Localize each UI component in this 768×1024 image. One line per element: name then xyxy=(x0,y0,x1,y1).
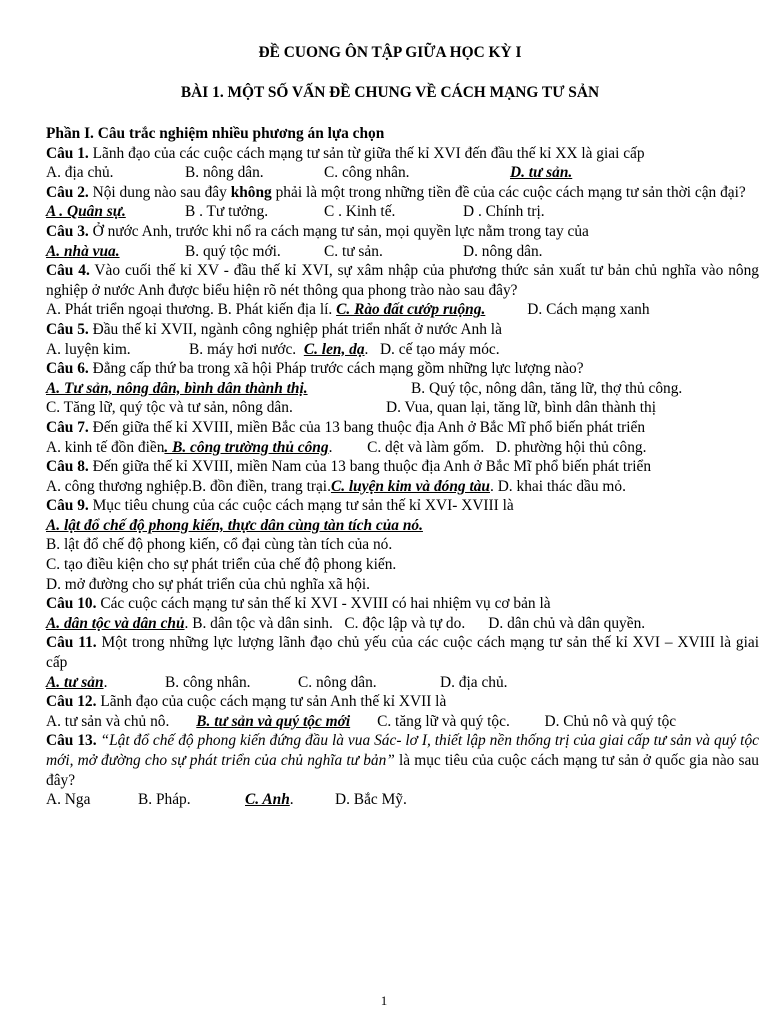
question-13: Câu 13. “Lật đổ chế độ phong kiến đứng đầu là vua Sác- lơ I, thiết lập nền thống trị của giai cấp tư sản và quý tộc mới, mở đường cho sự phát triển của chủ nghĩa tư bản” là mục tiêu của cuộc cách mạng tư sản ở quốc gia nào sau đây? xyxy=(46,732,759,789)
question-8-options: A. công thương nghiệp.B. đồn điền, trang trại.C. luyện kim và đóng tàu. D. khai thác dầu mỏ. xyxy=(46,477,626,495)
answer-mark: C. Rào đất cướp ruộng. xyxy=(336,301,486,319)
answer-mark: A. nhà vua. xyxy=(46,242,120,260)
answer-mark: A. dân tộc và dân chủ xyxy=(46,614,185,632)
question-2: Câu 2. Nội dung nào sau đây không phải là một trong những tiền đề của các cuộc cách mạng tư sản thời cận đại? xyxy=(46,183,746,201)
answer-mark: A. tư sản xyxy=(46,673,104,691)
question-6-options-2: C. Tăng lữ, quý tộc và tư sản, nông dân. D. Vua, quan lại, tăng lữ, bình dân thành thị xyxy=(46,399,657,417)
question-12-options: A. tư sản và chủ nô. B. tư sản và quý tộc mới C. tăng lữ và quý tộc. D. Chủ nô và quý tộc xyxy=(46,712,677,730)
question-10: Câu 10. Các cuộc cách mạng tư sản thế kỉ XVI - XVIII có hai nhiệm vụ cơ bản là xyxy=(46,595,551,613)
answer-mark: D. tư sản. xyxy=(510,164,573,182)
answer-mark: C. luyện kim và đóng tàu xyxy=(330,477,490,495)
page-number: 1 xyxy=(380,993,388,1008)
question-3-options: A. nhà vua. B. quý tộc mới. C. tư sản. D. nông dân. xyxy=(46,242,543,260)
question-5: Câu 5. Đầu thế kỉ XVII, ngành công nghiệp phát triển nhất ở nước Anh là xyxy=(46,320,502,338)
question-6-options: A. Tư sản, nông dân, bình dân thành thị. B. Quý tộc, nông dân, tăng lữ, thợ thủ công. xyxy=(46,379,683,397)
question-4-options: A. Phát triển ngoại thương. B. Phát kiến địa lí. C. Rào đất cướp ruộng. D. Cách mạng xanh xyxy=(46,301,650,319)
answer-mark: C. Anh xyxy=(245,791,290,809)
question-7: Câu 7. Đến giữa thế kỉ XVIII, miền Bắc của 13 bang thuộc địa Anh ở Bắc Mĩ phổ biến phát triển xyxy=(46,418,646,436)
question-9-option-b: B. lật đổ chế độ phong kiến, cổ đại cùng tàn tích của nó. xyxy=(46,536,393,554)
question-9-option-d: D. mở đường cho sự phát triển của chủ nghĩa xã hội. xyxy=(46,575,371,593)
answer-mark: A. lật đổ chế độ phong kiến, thực dân cùng tàn tích của nó. xyxy=(46,516,423,534)
question-7-options: A. kinh tế đồn điền. B. công trường thủ công. C. dệt và làm gốm. D. phường hội thủ công. xyxy=(46,438,647,456)
question-9-option-c: C. tạo điều kiện cho sự phát triển của chế độ phong kiến. xyxy=(46,556,397,574)
question-3: Câu 3. Ở nước Anh, trước khi nổ ra cách mạng tư sản, mọi quyền lực nằm trong tay của xyxy=(46,222,589,240)
question-5-options: A. luyện kim. B. máy hơi nước. C. len, dạ. D. cế tạo máy móc. xyxy=(46,340,500,358)
answer-mark: A . Quân sự. xyxy=(46,203,126,221)
question-1-options: A. địa chủ. B. nông dân. C. công nhân. D. tư sản. xyxy=(46,164,573,182)
question-10-options: A. dân tộc và dân chủ. B. dân tộc và dân sinh. C. độc lập và tự do. D. dân chủ và dân quyền. xyxy=(46,614,646,632)
question-13-options: A. Nga B. Pháp. C. Anh. D. Bắc Mỹ. xyxy=(46,791,407,809)
answer-mark: . B. công trường thủ công xyxy=(164,438,329,456)
answer-mark: A. Tư sản, nông dân, bình dân thành thị. xyxy=(46,379,308,397)
question-11-options: A. tư sản. B. công nhân. C. nông dân. D. địa chủ. xyxy=(46,673,508,691)
question-6: Câu 6. Đẳng cấp thứ ba trong xã hội Pháp trước cách mạng gồm những lực lượng nào? xyxy=(46,360,584,378)
answer-mark: B. tư sản và quý tộc mới xyxy=(196,712,351,730)
question-8: Câu 8. Đến giữa thế kỉ XVIII, miền Nam của 13 bang thuộc địa Anh ở Bắc Mĩ phổ biến phát triển xyxy=(46,458,652,476)
question-12: Câu 12. Lãnh đạo của cuộc cách mạng tư sản Anh thế kỉ XVII là xyxy=(46,693,447,711)
part-heading: Phần I. Câu trắc nghiệm nhiều phương án lựa chọn xyxy=(46,125,385,142)
question-9: Câu 9. Mục tiêu chung của các cuộc cách mạng tư sản thế kỉ XVI- XVIII là xyxy=(46,497,514,515)
document-title: ĐỀ CUONG ÔN TẬP GIỮA HỌC KỲ I xyxy=(258,44,522,61)
question-4: Câu 4. Vào cuối thế kỉ XV - đầu thế kỉ XVI, sự xâm nhập của phương thức sản xuất tư bản chủ nghĩa vào nông nghiệp ở nước Anh được biểu hiện rõ nét thông qua phong trào nào sau đây? xyxy=(46,262,759,299)
lesson-title: BÀI 1. MỘT SỐ VẤN ĐỀ CHUNG VỀ CÁCH MẠNG TƯ SẢN xyxy=(180,84,600,101)
question-1: Câu 1. Lãnh đạo của các cuộc cách mạng tư sản từ giữa thế kỉ XVI đến đầu thế kỉ XX là giai cấp xyxy=(46,144,645,162)
question-2-options: A . Quân sự. B . Tư tưởng. C . Kinh tế. D . Chính trị. xyxy=(46,203,545,221)
answer-mark: C. len, dạ xyxy=(303,340,365,358)
question-11: Câu 11. Một trong những lực lượng lãnh đạo chủ yếu của các cuộc cách mạng tư sản thế kỉ XVI – XVIII là giai cấp xyxy=(46,634,759,672)
